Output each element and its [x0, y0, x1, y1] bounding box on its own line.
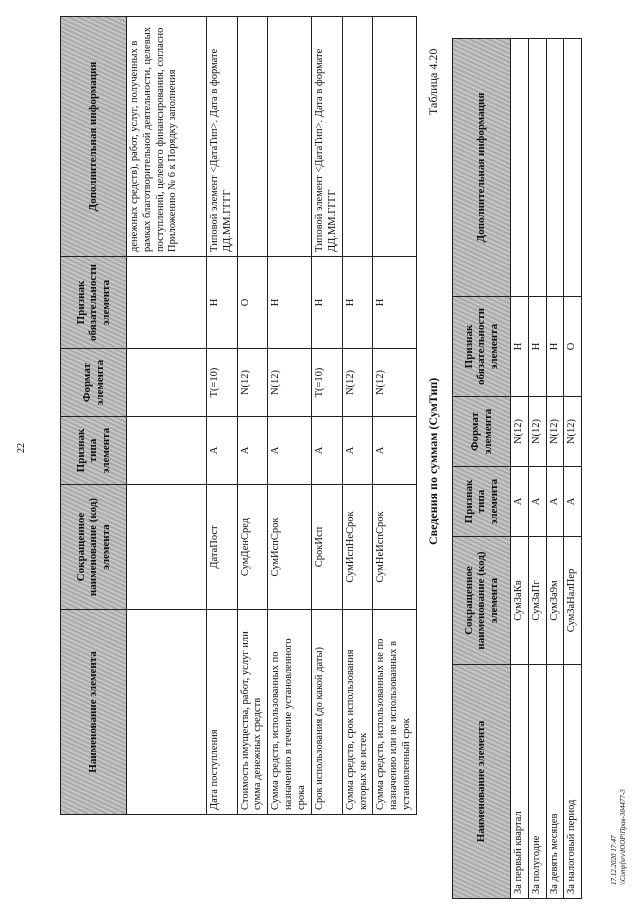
cell-required: Н: [207, 257, 238, 349]
header-cell: Дополнительная информация: [61, 17, 127, 257]
cell-info: [511, 39, 529, 297]
cell-type: [127, 417, 207, 485]
cell-type: А: [528, 467, 546, 537]
print-footer: [610, 789, 628, 885]
cell-format: T(=10): [312, 349, 343, 417]
footer-path: \\Compfsrv\ЮОР\Прав-384477-3: [619, 789, 628, 885]
cell-format: N(12): [511, 397, 529, 467]
cell-format: N(12): [268, 349, 312, 417]
header-cell: Наименование элемента: [61, 610, 127, 815]
cell-type: А: [312, 417, 343, 485]
cell-code: [127, 485, 207, 610]
page-number: 22: [16, 443, 27, 453]
cell-type: А: [342, 417, 373, 485]
table-header-row: [61, 17, 127, 815]
cell-name: Сумма средств, использованных не по назначению или не использованных в установленный срок: [373, 610, 417, 815]
table-row: [268, 17, 312, 815]
cell-code: ДатаПост: [207, 485, 238, 610]
cell-type: А: [511, 467, 529, 537]
cell-required: Н: [546, 297, 564, 397]
cell-code: СумЗа9м: [546, 537, 564, 665]
header-cell: Дополнительная информация: [453, 39, 511, 297]
cell-name: [127, 610, 207, 815]
cell-info: [373, 17, 417, 257]
cell-code: СумНеИспСрок: [373, 485, 417, 610]
table-row: [342, 17, 373, 815]
cell-name: За налоговый период: [564, 665, 582, 899]
cell-info: [268, 17, 312, 257]
cell-format: N(12): [342, 349, 373, 417]
cell-info: [528, 39, 546, 297]
cell-type: А: [207, 417, 238, 485]
cell-code: СумЗаПг: [528, 537, 546, 665]
cell-code: СумЗаКв: [511, 537, 529, 665]
header-cell: Признак типа элемента: [453, 467, 511, 537]
cell-format: N(12): [237, 349, 268, 417]
cell-format: T(=10): [207, 349, 238, 417]
header-cell: Признак обязательности элемента: [453, 297, 511, 397]
cell-required: [127, 257, 207, 349]
table-row: [564, 39, 582, 899]
header-cell: Формат элемента: [61, 349, 127, 417]
header-cell: Формат элемента: [453, 397, 511, 467]
cell-info: [546, 39, 564, 297]
footer-date: 17.12.2020 17:47: [610, 835, 618, 885]
cell-name: Сумма средств, срок использования которых не истек: [342, 610, 373, 815]
cell-name: За первый квартал: [511, 665, 529, 899]
cell-required: Н: [511, 297, 529, 397]
cell-required: О: [237, 257, 268, 349]
cell-info: [342, 17, 373, 257]
cell-format: N(12): [373, 349, 417, 417]
header-cell: Признак обязательности элемента: [61, 257, 127, 349]
cell-required: Н: [342, 257, 373, 349]
cell-name: Стоимость имущества, работ, услуг или сумма денежных средств: [237, 610, 268, 815]
cell-format: N(12): [564, 397, 582, 467]
cell-type: А: [546, 467, 564, 537]
cell-type: А: [268, 417, 312, 485]
cell-required: Н: [373, 257, 417, 349]
cell-code: СрокИсп: [312, 485, 343, 610]
cell-format: N(12): [546, 397, 564, 467]
cell-code: СумЗаНалПер: [564, 537, 582, 665]
cell-required: Н: [528, 297, 546, 397]
cell-name: Срок использования (до какой даты): [312, 610, 343, 815]
cell-type: А: [373, 417, 417, 485]
cell-required: Н: [268, 257, 312, 349]
cell-type: А: [237, 417, 268, 485]
table-row: [207, 17, 238, 815]
cell-info: Типовой элемент <ДатаТип>. Дата в формате ДД.ММ.ГГГГ: [312, 17, 343, 257]
cell-name: Дата поступления: [207, 610, 238, 815]
cell-name: Сумма средств, использованных по назначению в течение установленного срока: [268, 610, 312, 815]
cell-info: Типовой элемент <ДатаТип>. Дата в формате ДД.ММ.ГГГГ: [207, 17, 238, 257]
table-row: [546, 39, 564, 899]
sums-table: [452, 38, 582, 899]
cell-info: денежных средств), работ, услуг, полученных в рамках благотворительной деятельности, целевых поступлений, целевого финансирования, согласно Приложению № 6 к Порядку заполнения: [127, 17, 207, 257]
table-row: [373, 17, 417, 815]
cell-info: [564, 39, 582, 297]
table-row: [312, 17, 343, 815]
header-cell: Наименование элемента: [453, 665, 511, 899]
table-number: Таблица 4.20: [426, 48, 440, 115]
cell-type: А: [564, 467, 582, 537]
table-row: [127, 17, 207, 815]
cell-format: N(12): [528, 397, 546, 467]
header-cell: Сокращенное наименование (код) элемента: [453, 537, 511, 665]
cell-info: [237, 17, 268, 257]
table-header-row: [453, 39, 511, 899]
header-cell: Сокращенное наименование (код) элемента: [61, 485, 127, 610]
cell-format: [127, 349, 207, 417]
cell-name: За девять месяцев: [546, 665, 564, 899]
elements-table: [60, 16, 417, 815]
cell-code: СумИспНеСрок: [342, 485, 373, 610]
header-cell: Признак типа элемента: [61, 417, 127, 485]
table-row: [511, 39, 529, 899]
table-title: Сведения по суммам (СумТип): [426, 377, 440, 545]
cell-code: СумДенСред: [237, 485, 268, 610]
table-row: [528, 39, 546, 899]
cell-required: О: [564, 297, 582, 397]
cell-name: За полугодие: [528, 665, 546, 899]
cell-code: СумИспСрок: [268, 485, 312, 610]
table-row: [237, 17, 268, 815]
cell-required: Н: [312, 257, 343, 349]
